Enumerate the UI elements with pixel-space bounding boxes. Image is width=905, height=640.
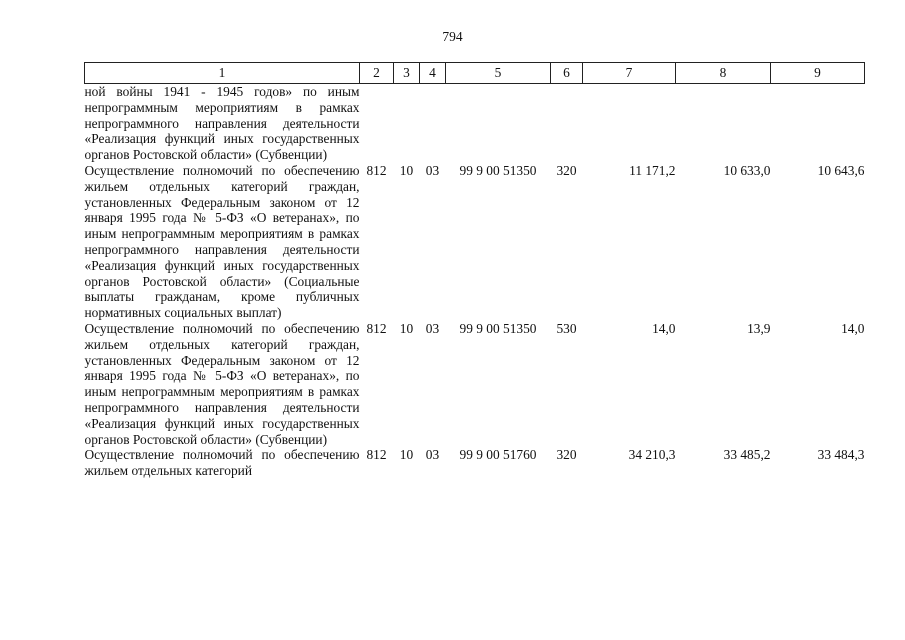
table-row — [85, 321, 865, 447]
table-row — [85, 447, 865, 479]
subsection-code: 03 — [425, 447, 440, 463]
amount-col-8: 33 485,2 — [723, 447, 771, 463]
page-number: 794 — [442, 29, 463, 44]
row-description: Осуществление полномочий по обеспечению жильем отдельных категорий граждан, установленных Федеральным законом от 12 января 1995 года № 5-ФЗ «О ветеранах», по иным непрограммным мероприятиям в рамках непрограммного направления деятельности «Реализация функций иных государственных органов Ростовской области» (Субвенции) — [84, 320, 360, 447]
subsection-code: 03 — [425, 320, 440, 336]
section-code: 10 — [399, 320, 414, 336]
section-code — [394, 84, 420, 163]
expense-type-code: 530 — [556, 320, 577, 336]
table-row — [85, 84, 865, 163]
amount-col-8: 13,9 — [747, 320, 771, 336]
subsection-code: 03 — [425, 162, 440, 178]
row-description: Осуществление полномочий по обеспечению жильем отдельных категорий — [84, 447, 360, 479]
expense-type-code: 320 — [556, 162, 577, 178]
amount-col-7: 34 210,3 — [628, 447, 676, 463]
amount-col-9: 10 643,6 — [817, 162, 865, 178]
column-number-header — [85, 63, 865, 84]
column-header: 1 — [85, 63, 360, 84]
amount-col-7 — [583, 84, 676, 163]
ministry-code — [360, 84, 394, 163]
table-row — [85, 163, 865, 321]
budget-table — [84, 62, 865, 479]
ministry-code: 812 — [366, 162, 387, 178]
amount-col-7: 14,0 — [652, 320, 676, 336]
column-header: 9 — [771, 63, 865, 84]
amount-col-8: 10 633,0 — [723, 162, 771, 178]
amount-col-8 — [676, 84, 771, 163]
amount-col-9 — [771, 84, 865, 163]
expense-type-code: 320 — [556, 447, 577, 463]
target-article-code: 99 9 00 51350 — [459, 162, 537, 178]
ministry-code: 812 — [366, 447, 387, 463]
ministry-code: 812 — [366, 320, 387, 336]
column-header: 6 — [551, 63, 583, 84]
column-header: 3 — [394, 63, 420, 84]
amount-col-9: 14,0 — [841, 320, 865, 336]
amount-col-7: 11 171,2 — [629, 162, 676, 178]
amount-col-9: 33 484,3 — [817, 447, 865, 463]
row-description: ной войны 1941 - 1945 годов» по иным непрограммным мероприятиям в рамках непрограммного направления деятельности «Реализация функций иных государственных органов Ростовской области» (Субвенции) — [84, 84, 360, 163]
target-article-code — [446, 84, 551, 163]
column-header: 5 — [446, 63, 551, 84]
column-header: 8 — [676, 63, 771, 84]
row-description: Осуществление полномочий по обеспечению жильем отдельных категорий граждан, установленных Федеральным законом от 12 января 1995 года № 5-ФЗ «О ветеранах», по иным непрограммным мероприятиям в рамках непрограммного направления деятельности «Реализация функций иных государственных органов Ростовской области» (Социальные выплаты гражданам, кроме публичных нормативных социальных выплат) — [84, 162, 360, 321]
section-code: 10 — [399, 447, 414, 463]
expense-type-code — [551, 84, 583, 163]
target-article-code: 99 9 00 51760 — [459, 447, 537, 463]
subsection-code — [420, 84, 446, 163]
section-code: 10 — [399, 162, 414, 178]
column-header: 4 — [420, 63, 446, 84]
column-header: 7 — [583, 63, 676, 84]
column-header: 2 — [360, 63, 394, 84]
target-article-code: 99 9 00 51350 — [459, 320, 537, 336]
